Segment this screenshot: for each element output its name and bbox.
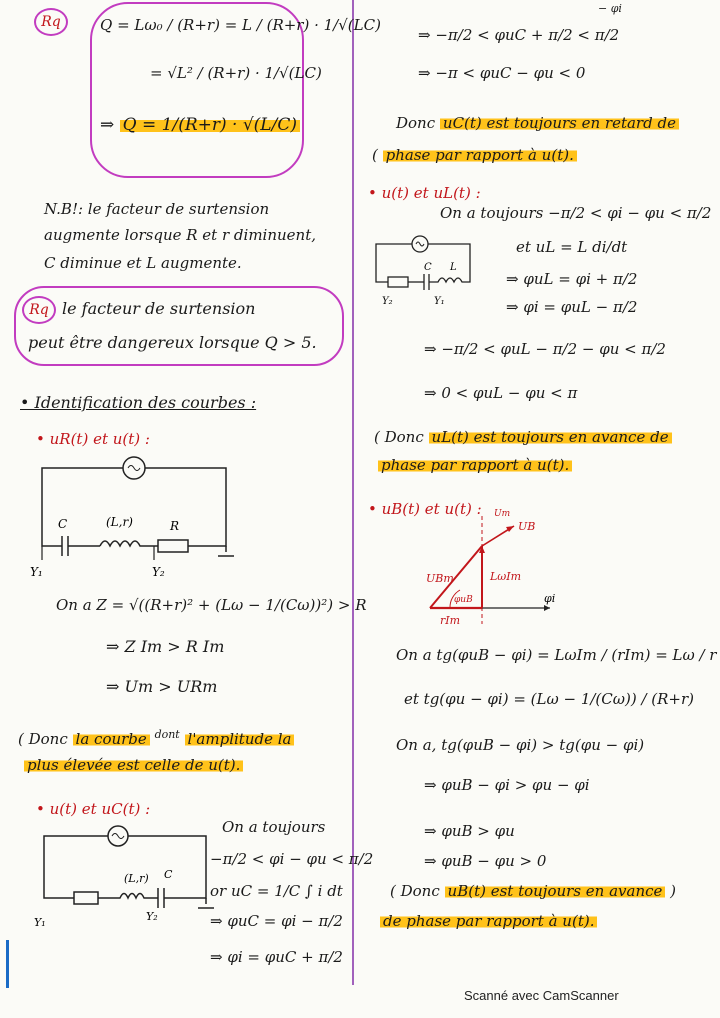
remark1-tag: Rq bbox=[34, 8, 68, 36]
circuit2-label-c: C bbox=[164, 868, 173, 881]
conclusion1-highlight-1: la courbe bbox=[73, 730, 150, 748]
phasor-label-ub: UB bbox=[518, 520, 536, 533]
calc4-line1: On a tg(φuB − φi) = LωIm / (rIm) = Lω / r bbox=[396, 646, 717, 664]
calc-top-line2: ⇒ −π < φuC − φu < 0 bbox=[418, 64, 586, 82]
calc3-line4: ⇒ φi = φuL − π/2 bbox=[506, 298, 638, 316]
circuit1-label-y1: Y₁ bbox=[30, 565, 43, 579]
calc4-line5: ⇒ φuB > φu bbox=[424, 822, 515, 840]
calc3-line2: et uL = L di/dt bbox=[516, 238, 628, 256]
calc4-line4: ⇒ φuB − φi > φu − φi bbox=[424, 776, 590, 794]
remark1-line2: = √L² / (R+r) · 1/√(LC) bbox=[150, 64, 322, 82]
calc2-line2: −π/2 < φi − φu < π/2 bbox=[210, 850, 374, 868]
note-line-1: N.B!: le facteur de surtension bbox=[44, 200, 270, 218]
conclusion2-line2: ( phase par rapport à u(t). bbox=[372, 146, 577, 164]
calc3-line5: ⇒ −π/2 < φuL − π/2 − φu < π/2 bbox=[424, 340, 666, 358]
calc2-line4: ⇒ φuC = φi − π/2 bbox=[210, 912, 343, 930]
conclusion2-donc: Donc bbox=[396, 114, 436, 132]
calc4-line6: ⇒ φuB − φu > 0 bbox=[424, 852, 547, 870]
remark2-frame bbox=[14, 286, 344, 366]
phasor-label-phi-ub: φuB bbox=[454, 595, 473, 605]
conclusion4-donc: Donc bbox=[400, 882, 440, 900]
circuit2-label-y2: Y₂ bbox=[146, 910, 158, 923]
subsection-3-title: • u(t) et uL(t) : bbox=[368, 184, 481, 202]
calc3-line3: ⇒ φuL = φi + π/2 bbox=[506, 270, 638, 288]
remark1-result: ⇒ Q = 1/(R+r) · √(L/C) bbox=[100, 116, 300, 134]
calc2-line1: On a toujours bbox=[222, 818, 326, 836]
circuit1-label-y2: Y₂ bbox=[152, 565, 165, 579]
phasor-label-lwim: LωIm bbox=[490, 570, 522, 583]
remark1-line1: Q = Lω₀ / (R+r) = L / (R+r) · 1/√(LC) bbox=[100, 16, 381, 34]
conclusion1-donc: Donc bbox=[28, 730, 68, 748]
conclusion4-line2 bbox=[380, 912, 597, 930]
remark2-line2: peut être dangereux lorsque Q > 5. bbox=[28, 333, 317, 352]
conclusion4-line1: ( Donc uB(t) est toujours en avance ) bbox=[390, 882, 677, 900]
calc4-line2: et tg(φu − φi) = (Lω − 1/(Cω)) / (R+r) bbox=[404, 690, 695, 708]
calc1-line1: On a Z = √((R+r)² + (Lω − 1/(Cω))²) > R bbox=[56, 596, 367, 614]
phasor-diagram bbox=[410, 506, 570, 632]
phasor-label-ubm: UBm bbox=[426, 572, 454, 585]
conclusion2-highlight-1: uC(t) est toujours en retard de bbox=[440, 114, 679, 132]
circuit3-label-y2: Y₂ bbox=[382, 296, 393, 307]
circuit3-label-l: L bbox=[450, 262, 457, 273]
conclusion3-line2 bbox=[378, 456, 572, 474]
margin-mark bbox=[6, 940, 9, 988]
calc3-line1: On a toujours −π/2 < φi − φu < π/2 bbox=[440, 204, 712, 222]
circuit1-label-lr: (L,r) bbox=[106, 515, 133, 529]
scanner-watermark: Scanné avec CamScanner bbox=[464, 988, 619, 1003]
conclusion3-donc: Donc bbox=[384, 428, 424, 446]
calc2-line5: ⇒ φi = φuC + π/2 bbox=[210, 948, 343, 966]
conclusion1-insert: dont bbox=[154, 728, 180, 741]
top-small-note: − φi bbox=[598, 2, 622, 15]
column-divider bbox=[352, 0, 354, 985]
circuit2-diagram bbox=[34, 822, 218, 932]
calc1-line3: ⇒ Um > URm bbox=[106, 677, 218, 696]
circuit3-label-c: C bbox=[424, 262, 432, 273]
circuit1-label-c: C bbox=[58, 517, 68, 531]
conclusion1-line2 bbox=[24, 756, 243, 774]
calc4-line3: On a, tg(φuB − φi) > tg(φu − φi) bbox=[396, 736, 645, 754]
subsection-1-title: • uR(t) et u(t) : bbox=[36, 430, 150, 448]
remark2-tag: Rq bbox=[22, 296, 56, 324]
circuit1-diagram bbox=[28, 452, 238, 580]
calc-top-line1: ⇒ −π/2 < φuC + π/2 < π/2 bbox=[418, 26, 620, 44]
circuit2-label-y1: Y₁ bbox=[34, 916, 46, 929]
calc1-line2: ⇒ Z Im > R Im bbox=[106, 637, 225, 656]
calc3-line6: ⇒ 0 < φuL − φu < π bbox=[424, 384, 578, 402]
phasor-label-rim: rIm bbox=[440, 614, 461, 627]
conclusion1-highlight-2: l'amplitude la bbox=[185, 730, 295, 748]
circuit3-label-y1: Y₁ bbox=[434, 296, 445, 307]
calc2-line3: or uC = 1/C ∫ i dt bbox=[210, 882, 343, 900]
conclusion2-highlight-2: phase par rapport à u(t). bbox=[383, 146, 577, 164]
subsection-2-title: • u(t) et uC(t) : bbox=[36, 800, 151, 818]
conclusion3-highlight-1: uL(t) est toujours en avance de bbox=[429, 428, 672, 446]
section-title: • Identification des courbes : bbox=[20, 393, 257, 412]
remark2-line1: le facteur de surtension bbox=[62, 299, 256, 318]
circuit2-label-lr: (L,r) bbox=[124, 872, 149, 885]
phasor-label-phi-i: φi bbox=[544, 592, 556, 605]
note-line-3: C diminue et L augmente. bbox=[44, 254, 242, 272]
phasor-label-um: Um bbox=[494, 509, 511, 519]
note-line-2: augmente lorsque R et r diminuent, bbox=[44, 226, 316, 244]
conclusion3-highlight-2: phase par rapport à u(t). bbox=[378, 456, 572, 474]
remark1-result-highlight: Q = 1/(R+r) · √(L/C) bbox=[120, 115, 300, 135]
conclusion1-highlight-3: plus élevée est celle de u(t). bbox=[24, 756, 243, 774]
conclusion4-highlight-2: de phase par rapport à u(t). bbox=[380, 912, 597, 930]
conclusion1-line1: ( Donc la courbe $^{dont}$ l'amplitude la bbox=[18, 726, 294, 748]
circuit1-label-r: R bbox=[170, 519, 180, 533]
circuit3-diagram bbox=[370, 234, 480, 308]
conclusion3-line1: ( Donc uL(t) est toujours en avance de bbox=[374, 428, 672, 446]
conclusion2-line1 bbox=[396, 114, 679, 132]
subsection-4-title: • uB(t) et u(t) : bbox=[368, 500, 482, 518]
conclusion4-highlight-1: uB(t) est toujours en avance bbox=[445, 882, 666, 900]
